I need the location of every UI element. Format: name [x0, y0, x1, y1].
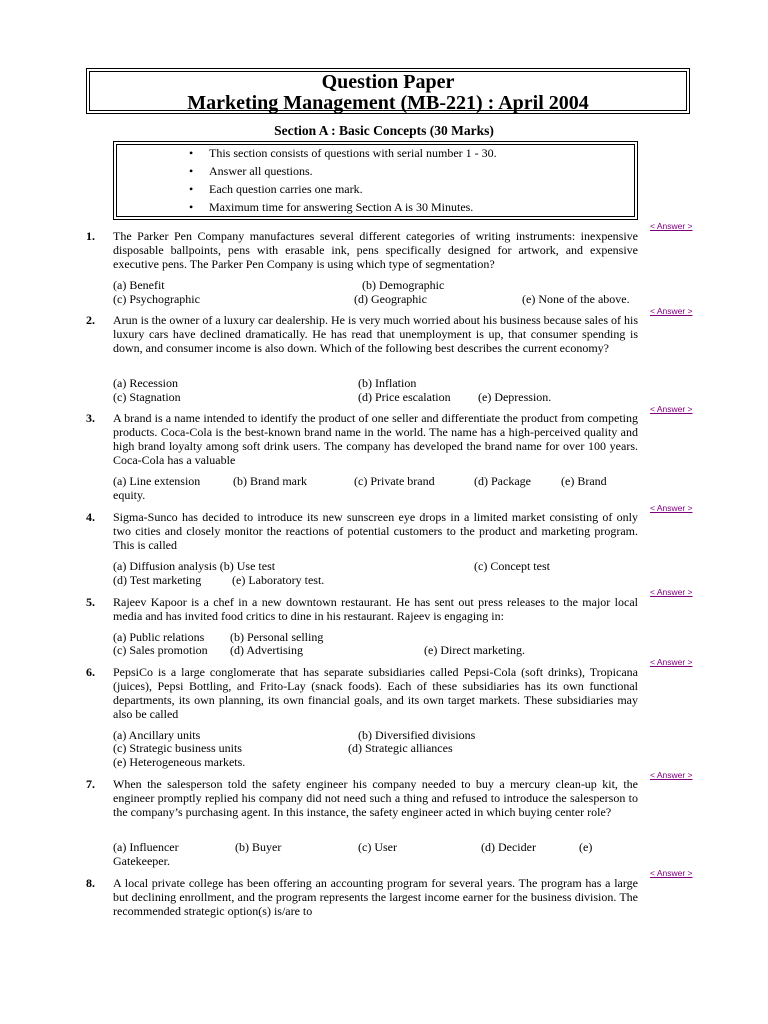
option-e: (e) Heterogeneous markets. — [113, 755, 246, 769]
option-b: (b) Diversified divisions — [358, 728, 476, 742]
option-c: (c) Concept test — [474, 559, 550, 573]
option-a: (a) Public relations — [113, 630, 205, 644]
answer-link-q8[interactable]: < Answer > — [650, 868, 693, 878]
question-text: Arun is the owner of a luxury car dealership. He is very much worried about his business because sales of his luxury cars have declined dramatically. He has read that unemployment is up, that consumer spending is down, and consumer income is also down. Which of the following best describes the current economy? — [113, 313, 638, 355]
question-number: 5. — [86, 595, 95, 609]
page-title: Question Paper — [321, 71, 455, 93]
answer-link-q2[interactable]: < Answer > — [650, 306, 693, 316]
option-c: (c) Psychographic — [113, 292, 200, 306]
question-number: 6. — [86, 665, 95, 679]
option-b: (b) Demographic — [362, 278, 445, 292]
option-a: (a) Benefit — [113, 278, 165, 292]
option-b: (b) Inflation — [358, 376, 417, 390]
option-d: (d) Strategic alliances — [348, 741, 453, 755]
instruction-text: Answer all questions. — [209, 164, 313, 178]
question-number: 2. — [86, 313, 95, 327]
question-text: Sigma-Sunco has decided to introduce its new sunscreen eye drops in a limited market consisting of only two cities and closely monitor the reactions of potential customers to the product and marketing program. This is called — [113, 510, 638, 552]
question-text: Rajeev Kapoor is a chef in a new downtown restaurant. He has sent out press releases to the major local media and has invited food critics to dine in his restaurant. Rajeev is engaging in: — [113, 595, 638, 623]
option-a: (a) Ancillary units — [113, 728, 201, 742]
option-a: (a) Line extension — [113, 474, 201, 488]
answer-link-q3[interactable]: < Answer > — [650, 404, 693, 414]
option-e: (e) Direct marketing. — [424, 643, 525, 657]
question-number: 8. — [86, 876, 95, 890]
question-text: A local private college has been offering an accounting program for several years. The program has a large but declining enrollment, and the program represents the largest income earner for the business division. The recommended strategic option(s) is/are to — [113, 876, 638, 918]
option-a-b: (a) Diffusion analysis (b) Use test — [113, 559, 276, 573]
bullet-icon: • — [189, 164, 194, 178]
instruction-item — [189, 164, 313, 178]
instruction-text: This section consists of questions with serial number 1 - 30. — [209, 146, 497, 160]
answer-link-q5[interactable]: < Answer > — [650, 587, 693, 597]
option-d: (d) Advertising — [230, 643, 303, 657]
page-subtitle: Marketing Management (MB-221) : April 2004 — [187, 92, 589, 114]
option-e-continuation: equity. — [113, 488, 146, 502]
question-number: 4. — [86, 510, 95, 524]
question-number: 3. — [86, 411, 95, 425]
option-e: (e) Brand — [561, 474, 607, 488]
option-a: (a) Recession — [113, 376, 178, 390]
answer-link-q4[interactable]: < Answer > — [650, 503, 693, 513]
option-c: (c) Stagnation — [113, 390, 181, 404]
question-number: 7. — [86, 777, 95, 791]
option-d: (d) Price escalation — [358, 390, 451, 404]
option-a: (a) Influencer — [113, 840, 179, 854]
question-number: 1. — [86, 229, 95, 243]
option-d: (d) Package — [474, 474, 531, 488]
instruction-text: Each question carries one mark. — [209, 182, 363, 196]
answer-link-q1[interactable]: < Answer > — [650, 221, 693, 231]
question-text: PepsiCo is a large conglomerate that has separate subsidiaries called Pepsi-Cola (soft drinks), Tropicana (juices), Pepsi Bottling, and Frito-Lay (snack foods). Each of these subsidiaries has its own functional departments, its own planning, its own financial goals, and its own target markets. These subsidiaries may also be called — [113, 665, 638, 721]
option-b: (b) Buyer — [235, 840, 282, 854]
option-d: (d) Decider — [481, 840, 536, 854]
instruction-item — [189, 146, 497, 160]
option-c: (c) Sales promotion — [113, 643, 208, 657]
option-d: (d) Geographic — [354, 292, 427, 306]
option-c: (c) Private brand — [354, 474, 435, 488]
option-b: (b) Brand mark — [233, 474, 307, 488]
option-e: (e) Laboratory test. — [232, 573, 325, 587]
option-b: (b) Personal selling — [230, 630, 324, 644]
instruction-text: Maximum time for answering Section A is 30 Minutes. — [209, 200, 474, 214]
section-heading: Section A : Basic Concepts (30 Marks) — [274, 123, 494, 138]
option-c: (c) Strategic business units — [113, 741, 242, 755]
question-text: A brand is a name intended to identify the product of one seller and differentiate the product from competing products. Coca-Cola is the best-known brand name in the world. The name has a high-perceived quality and high brand loyalty among soft drink users. The company has developed the brand name for over 100 years. Coca-Cola has a valuable — [113, 411, 638, 467]
option-e: (e) — [579, 840, 593, 854]
option-e-continuation: Gatekeeper. — [113, 854, 170, 868]
option-d: (d) Test marketing — [113, 573, 202, 587]
instructions-box — [113, 141, 638, 220]
option-e: (e) None of the above. — [522, 292, 630, 306]
option-c: (c) User — [358, 840, 397, 854]
bullet-icon: • — [189, 182, 194, 196]
answer-link-q7[interactable]: < Answer > — [650, 770, 693, 780]
title-box — [86, 68, 690, 114]
bullet-icon: • — [189, 146, 194, 160]
instruction-item — [189, 182, 363, 196]
question-text: When the salesperson told the safety engineer his company needed to buy a mercury clean-up kit, the engineer promptly replied his company did not need such a thing and refused to introduce the salesperson to the company’s purchasing agent. In this instance, the safety engineer acted in which buying center role? — [113, 777, 638, 819]
instruction-item — [189, 200, 474, 214]
answer-link-q6[interactable]: < Answer > — [650, 657, 693, 667]
option-e: (e) Depression. — [478, 390, 552, 404]
question-text: The Parker Pen Company manufactures several different categories of writing instruments: inexpensive disposable ballpoints, pens with erasable ink, pens specifically designed for artwork, and expensive executive pens. The Parker Pen Company is using which type of segmentation? — [113, 229, 638, 271]
bullet-icon: • — [189, 200, 194, 214]
